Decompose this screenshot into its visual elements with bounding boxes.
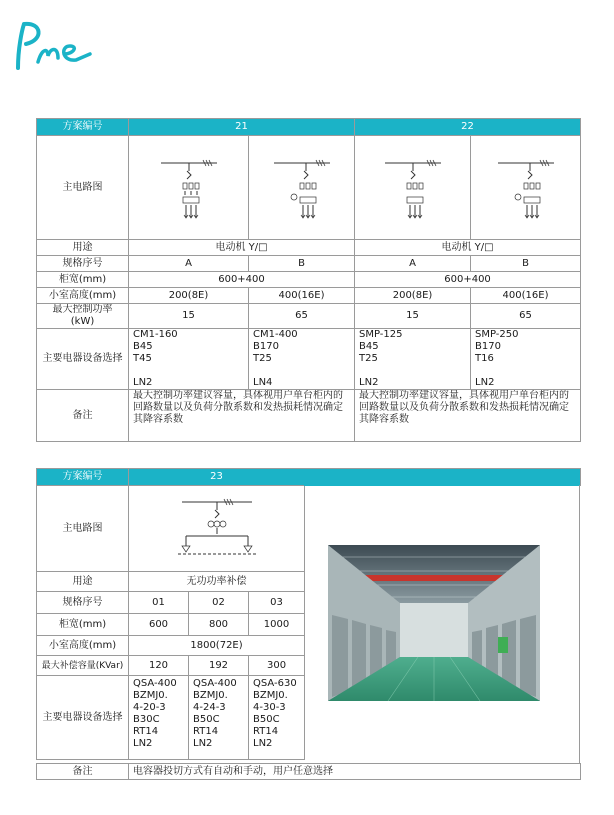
width-value: 800 — [189, 614, 249, 636]
scheme-number-label: 方案编号 — [37, 469, 129, 486]
usage-22: 电动机 Y/□ — [355, 240, 581, 256]
remark-22: 最大控制功率建议容量，具体视用户单台柜内的回路数量以及负荷分散系数和发热损耗情况确定其降容系数 — [355, 390, 581, 442]
usage-label: 用途 — [37, 240, 129, 256]
table-header-row — [37, 469, 305, 486]
width-row — [37, 272, 581, 288]
width-22: 600+400 — [355, 272, 581, 288]
equipment-list: SMP-125 B45 T25 LN2 — [355, 329, 471, 390]
power-value: 15 — [355, 304, 471, 329]
spec-value: A — [129, 256, 249, 272]
width-value: 1000 — [249, 614, 305, 636]
power-value: 65 — [249, 304, 355, 329]
equipment-list: CM1-160 B45 T45 LN2 — [129, 329, 249, 390]
width-row — [37, 614, 305, 636]
height-value: 200(8E) — [129, 288, 249, 304]
table2-header-extension — [304, 468, 581, 486]
remark-row — [37, 390, 581, 442]
equipment-list: QSA-400 BZMJ0. 4-20-3 B30C RT14 LN2 — [129, 676, 189, 760]
width-label: 柜宽(mm) — [37, 614, 129, 636]
spec-value: B — [249, 256, 355, 272]
diagram-row — [37, 486, 305, 572]
height-value: 400(16E) — [249, 288, 355, 304]
spec-label: 规格序号 — [37, 592, 129, 614]
spec-row — [37, 256, 581, 272]
table-header-row — [37, 119, 581, 136]
circuit-diagram-21b — [249, 136, 355, 240]
equipment-list: QSA-630 BZMJ0. 4-30-3 B50C RT14 LN2 — [249, 676, 305, 760]
power-label: 最大控制功率(kW) — [37, 304, 129, 329]
spec-row — [37, 592, 305, 614]
spec-value: A — [355, 256, 471, 272]
scheme-table-23 — [36, 468, 305, 760]
equipment-list: SMP-250 B170 T16 LN2 — [471, 329, 581, 390]
height-label: 小室高度(mm) — [37, 288, 129, 304]
spec-value: B — [471, 256, 581, 272]
usage-23: 无功功率补偿 — [129, 572, 305, 592]
height-value: 200(8E) — [355, 288, 471, 304]
height-23: 1800(72E) — [129, 636, 305, 656]
spec-value: 02 — [189, 592, 249, 614]
usage-row — [37, 240, 581, 256]
remark-row — [37, 764, 581, 780]
capacity-value: 120 — [129, 656, 189, 676]
spec-value: 03 — [249, 592, 305, 614]
capacity-value: 300 — [249, 656, 305, 676]
scheme-23: 23 — [129, 469, 305, 486]
height-row — [37, 636, 305, 656]
equipment-label: 主要电器设备选择 — [37, 329, 129, 390]
usage-label: 用途 — [37, 572, 129, 592]
circuit-diagram-22a — [355, 136, 471, 240]
diagram-label: 主电路图 — [37, 136, 129, 240]
equipment-list: CM1-400 B170 T25 LN4 — [249, 329, 355, 390]
scheme-22: 22 — [355, 119, 581, 136]
height-label: 小室高度(mm) — [37, 636, 129, 656]
circuit-diagram-22b — [471, 136, 581, 240]
height-row — [37, 288, 581, 304]
diagram-label: 主电路图 — [37, 486, 129, 572]
equipment-label: 主要电器设备选择 — [37, 676, 129, 760]
width-21: 600+400 — [129, 272, 355, 288]
power-value: 15 — [129, 304, 249, 329]
circuit-diagram-23 — [129, 486, 305, 572]
scheme-number-label: 方案编号 — [37, 119, 129, 136]
remark-label: 备注 — [37, 764, 129, 780]
capacity-value: 192 — [189, 656, 249, 676]
diagram-row — [37, 136, 581, 240]
capacity-row — [37, 656, 305, 676]
width-label: 柜宽(mm) — [37, 272, 129, 288]
spec-value: 01 — [129, 592, 189, 614]
spec-label: 规格序号 — [37, 256, 129, 272]
remark-label: 备注 — [37, 390, 129, 442]
scheme-table-21-22 — [36, 118, 581, 442]
factory-interior-photo — [328, 545, 540, 701]
power-value: 65 — [471, 304, 581, 329]
remark-23: 电容器投切方式有自动和手动，用户任意选择 — [129, 764, 581, 780]
usage-row — [37, 572, 305, 592]
height-value: 400(16E) — [471, 288, 581, 304]
scheme-21: 21 — [129, 119, 355, 136]
circuit-diagram-21a — [129, 136, 249, 240]
scheme-23-remark — [36, 763, 581, 780]
power-row — [37, 304, 581, 329]
equipment-row — [37, 329, 581, 390]
equipment-row — [37, 676, 305, 760]
usage-21: 电动机 Y/□ — [129, 240, 355, 256]
width-value: 600 — [129, 614, 189, 636]
capacity-label: 最大补偿容量(KVar) — [37, 656, 129, 676]
remark-21: 最大控制功率建议容量，具体视用户单台柜内的回路数量以及负荷分散系数和发热损耗情况确定其降容系数 — [129, 390, 355, 442]
brand-logo — [14, 18, 94, 72]
equipment-list: QSA-400 BZMJ0. 4-24-3 B50C RT14 LN2 — [189, 676, 249, 760]
